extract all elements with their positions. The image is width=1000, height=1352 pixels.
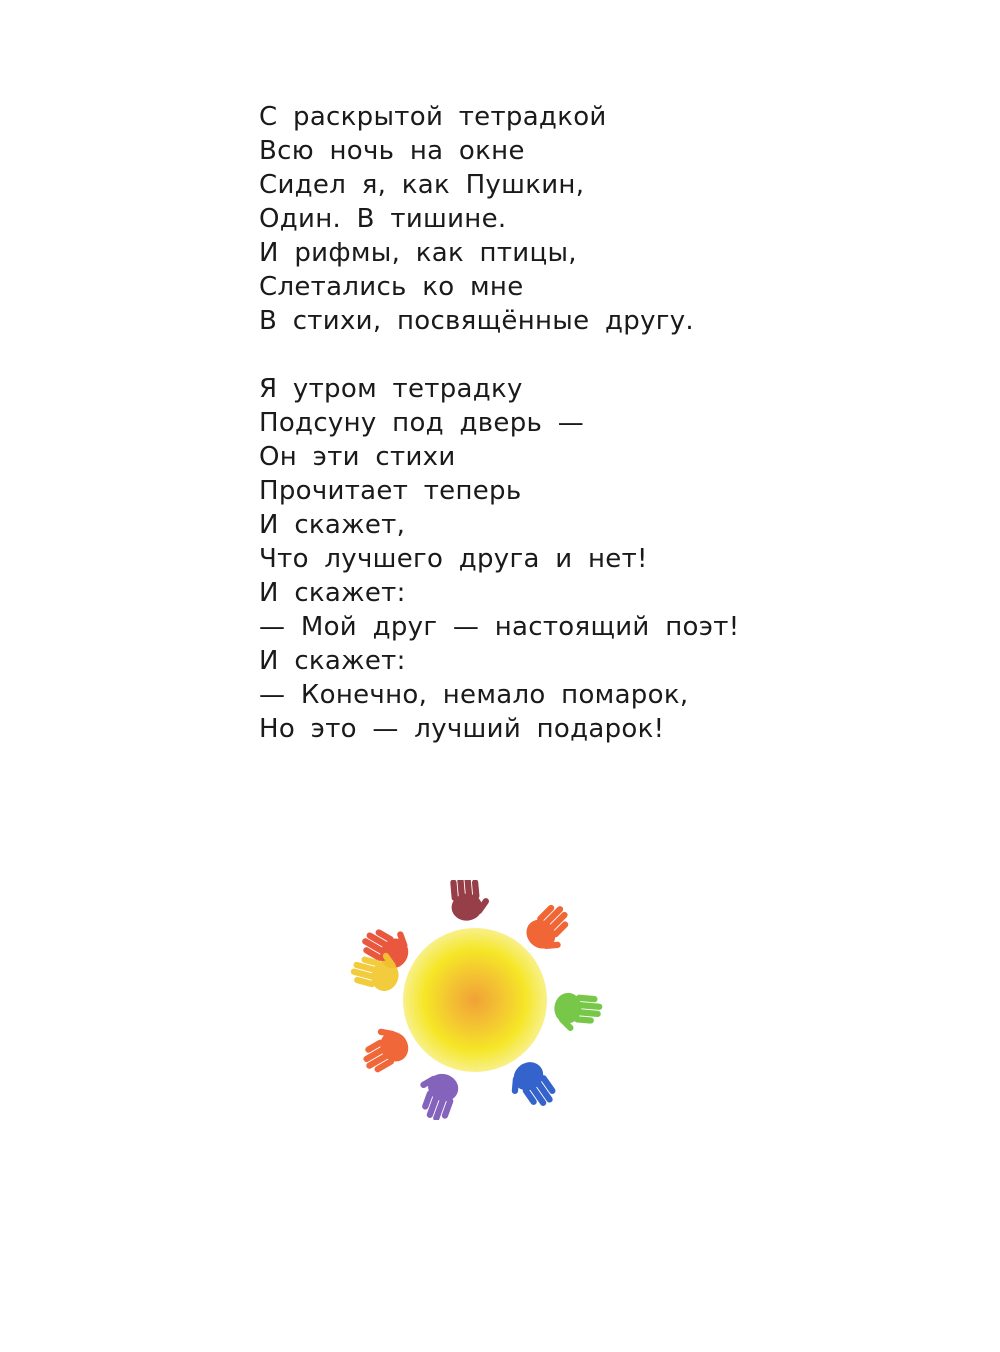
poem-line: Один. В тишине.	[259, 204, 507, 234]
poem-line: Прочитает теперь	[259, 476, 522, 506]
poem-line: Что лучшего друга и нет!	[259, 544, 648, 574]
poem-line: Я утром тетрадку	[259, 374, 523, 404]
sun-disc	[403, 928, 547, 1072]
sun-of-handprints-drawing	[340, 880, 610, 1120]
poem-line: В стихи, посвящённые другу.	[259, 306, 694, 336]
poem-line: И скажет:	[259, 646, 406, 676]
handprint-6	[409, 1067, 462, 1120]
poem-line: Но это — лучший подарок!	[259, 714, 665, 744]
poem-line: — Мой друг — настоящий поэт!	[259, 612, 740, 642]
poem-line: Всю ночь на окне	[259, 136, 525, 166]
poem-line: Слетались ко мне	[259, 272, 524, 302]
poem-line: Он эти стихи	[259, 442, 456, 472]
poem-line: С раскрытой тетрадкой	[259, 102, 607, 132]
stanza-1	[259, 100, 899, 338]
handprint-7	[353, 1019, 414, 1077]
poem-line: И скажет,	[259, 510, 406, 540]
sun-of-handprints-icon	[340, 880, 610, 1120]
poem-line: Сидел я, как Пушкин,	[259, 170, 585, 200]
stanza-2	[259, 372, 899, 746]
poem-line: Подсуну под дверь —	[259, 408, 585, 438]
handprint-2	[449, 880, 492, 922]
handprint-3	[521, 899, 582, 960]
poem	[259, 100, 899, 746]
handprint-4	[552, 992, 603, 1035]
poem-line: — Конечно, немало помарок,	[259, 680, 689, 710]
handprint-5	[501, 1056, 560, 1118]
poem-line: И рифмы, как птицы,	[259, 238, 577, 268]
poem-line: И скажет:	[259, 578, 406, 608]
